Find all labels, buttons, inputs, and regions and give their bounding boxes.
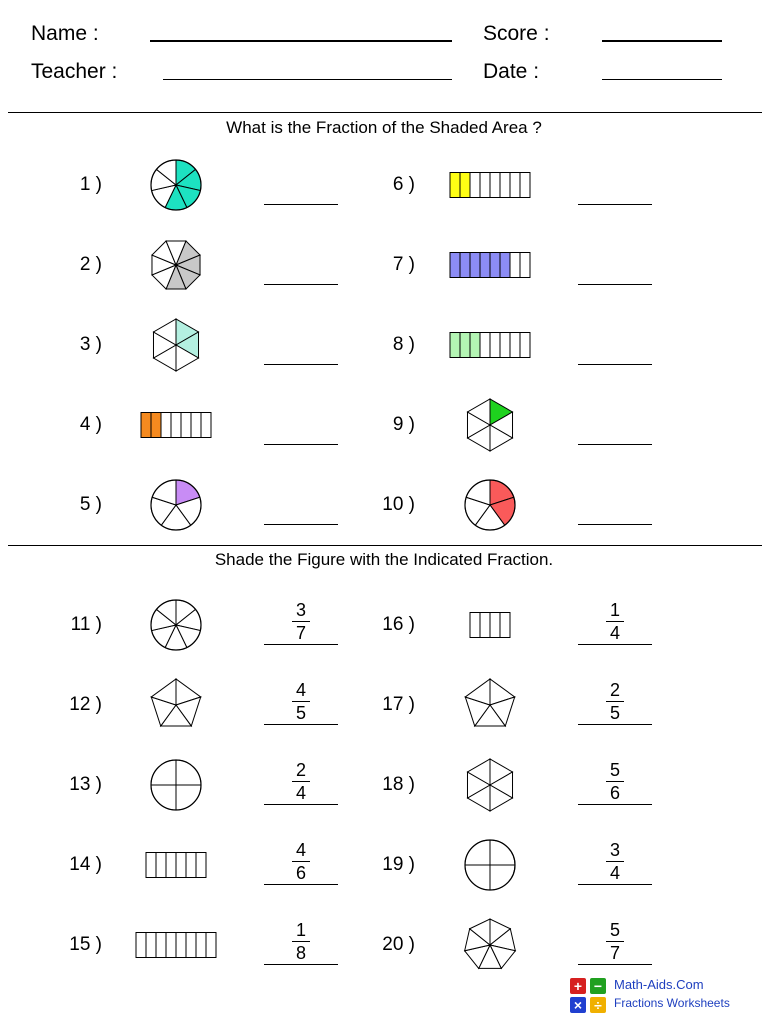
fraction-denominator: 4 bbox=[606, 621, 624, 643]
question-number: 15 ) bbox=[69, 934, 102, 955]
figure-cell bbox=[500, 333, 510, 358]
answer-line bbox=[264, 964, 338, 965]
circle-figure[interactable] bbox=[121, 755, 231, 815]
question-number: 14 ) bbox=[69, 854, 102, 875]
figure-cell bbox=[206, 933, 216, 958]
figure-cell bbox=[480, 173, 490, 198]
target-fraction bbox=[264, 760, 338, 803]
section1-instruction: What is the Fraction of the Shaded Area ? bbox=[226, 118, 542, 137]
answer-line[interactable] bbox=[264, 284, 338, 285]
figure-cell bbox=[186, 933, 196, 958]
fraction-numerator: 5 bbox=[609, 920, 620, 940]
fraction-numerator: 1 bbox=[295, 920, 306, 940]
figure-cell bbox=[490, 613, 500, 638]
answer-line bbox=[264, 724, 338, 725]
figure-cell bbox=[450, 173, 460, 198]
question-number: 10 ) bbox=[382, 494, 415, 515]
section2-instruction: Shade the Figure with the Indicated Fraction. bbox=[214, 550, 554, 569]
figure-cell bbox=[156, 933, 166, 958]
name-line[interactable] bbox=[150, 40, 452, 42]
answer-line bbox=[264, 804, 338, 805]
bar-figure[interactable] bbox=[121, 835, 231, 895]
answer-line bbox=[578, 964, 652, 965]
minus-icon: − bbox=[590, 978, 606, 994]
bar-figure[interactable] bbox=[435, 235, 545, 295]
bar-figure[interactable] bbox=[435, 595, 545, 655]
fraction-denominator: 4 bbox=[292, 781, 310, 803]
date-label: Date : bbox=[483, 60, 540, 83]
figure-cell bbox=[500, 253, 510, 278]
question-number: 17 ) bbox=[382, 694, 415, 715]
target-fraction bbox=[578, 680, 652, 723]
figure-cell bbox=[201, 413, 211, 438]
figure-cell bbox=[510, 333, 520, 358]
target-fraction bbox=[264, 680, 338, 723]
fraction-denominator: 8 bbox=[292, 941, 310, 963]
hexagon-figure[interactable] bbox=[435, 755, 545, 815]
answer-line[interactable] bbox=[264, 204, 338, 205]
fraction-denominator: 4 bbox=[606, 861, 624, 883]
answer-line[interactable] bbox=[264, 364, 338, 365]
bar-figure[interactable] bbox=[435, 315, 545, 375]
answer-line bbox=[264, 884, 338, 885]
bar-figure[interactable] bbox=[121, 915, 231, 975]
question-number: 5 ) bbox=[79, 494, 102, 515]
heptagon-figure[interactable] bbox=[435, 915, 545, 975]
divide-icon: ÷ bbox=[590, 997, 606, 1013]
figure-cell bbox=[520, 173, 530, 198]
pentagon-figure[interactable] bbox=[121, 675, 231, 735]
figure-cell bbox=[510, 173, 520, 198]
fraction-denominator: 6 bbox=[292, 861, 310, 883]
score-label: Score : bbox=[483, 22, 550, 45]
fraction-numerator: 4 bbox=[295, 680, 306, 700]
bar-figure[interactable] bbox=[435, 155, 545, 215]
answer-line[interactable] bbox=[578, 204, 652, 205]
octagon-figure[interactable] bbox=[121, 235, 231, 295]
fraction-numerator: 1 bbox=[609, 600, 620, 620]
fraction-numerator: 4 bbox=[295, 840, 306, 860]
circle-figure[interactable] bbox=[121, 475, 231, 535]
question-number: 19 ) bbox=[382, 854, 415, 875]
figure-cell bbox=[196, 853, 206, 878]
answer-line[interactable] bbox=[578, 444, 652, 445]
figure-cell bbox=[490, 173, 500, 198]
times-icon: × bbox=[570, 997, 586, 1013]
figure-cell bbox=[460, 333, 470, 358]
target-fraction bbox=[264, 920, 338, 963]
answer-line bbox=[578, 804, 652, 805]
fraction-numerator: 2 bbox=[295, 760, 306, 780]
pentagon-figure[interactable] bbox=[435, 675, 545, 735]
score-line[interactable] bbox=[602, 40, 722, 42]
figure-cell bbox=[450, 253, 460, 278]
fraction-denominator: 7 bbox=[606, 941, 624, 963]
figure-cell bbox=[181, 413, 191, 438]
answer-line[interactable] bbox=[264, 444, 338, 445]
divider-middle bbox=[8, 545, 762, 546]
target-fraction bbox=[264, 600, 338, 643]
target-fraction bbox=[264, 840, 338, 883]
name-label: Name : bbox=[31, 22, 99, 45]
fraction-numerator: 5 bbox=[609, 760, 620, 780]
circle-figure[interactable] bbox=[121, 595, 231, 655]
answer-line bbox=[578, 644, 652, 645]
question-number: 18 ) bbox=[382, 774, 415, 795]
fraction-denominator: 7 bbox=[292, 621, 310, 643]
math-aids-logo bbox=[570, 976, 760, 1016]
date-line[interactable] bbox=[602, 79, 722, 80]
figure-cell bbox=[480, 333, 490, 358]
answer-line[interactable] bbox=[578, 364, 652, 365]
question-number: 4 ) bbox=[79, 414, 102, 435]
target-fraction bbox=[578, 760, 652, 803]
fraction-numerator: 3 bbox=[609, 840, 620, 860]
figure-cell bbox=[136, 933, 146, 958]
figure-cell bbox=[450, 333, 460, 358]
fraction-numerator: 3 bbox=[295, 600, 306, 620]
figure-cell bbox=[166, 933, 176, 958]
figure-cell bbox=[176, 933, 186, 958]
figure-cell bbox=[146, 933, 156, 958]
question-number: 8 ) bbox=[392, 334, 415, 355]
answer-line bbox=[578, 724, 652, 725]
figure-cell bbox=[500, 613, 510, 638]
figure-cell bbox=[470, 253, 480, 278]
teacher-line[interactable] bbox=[163, 79, 452, 80]
figure-cell bbox=[156, 853, 166, 878]
figure-cell bbox=[196, 933, 206, 958]
bar-figure[interactable] bbox=[121, 395, 231, 455]
question-number: 9 ) bbox=[392, 414, 415, 435]
figure-cell bbox=[480, 253, 490, 278]
question-number: 12 ) bbox=[69, 694, 102, 715]
question-number: 2 ) bbox=[79, 254, 102, 275]
answer-line[interactable] bbox=[264, 524, 338, 525]
figure-cell bbox=[141, 413, 151, 438]
figure-cell bbox=[186, 853, 196, 878]
divider-top bbox=[8, 112, 762, 113]
fraction-denominator: 5 bbox=[606, 701, 624, 723]
figure-cell bbox=[520, 253, 530, 278]
circle-figure[interactable] bbox=[435, 835, 545, 895]
question-number: 7 ) bbox=[392, 254, 415, 275]
figure-cell bbox=[510, 253, 520, 278]
figure-cell bbox=[520, 333, 530, 358]
figure-cell bbox=[490, 253, 500, 278]
figure-cell bbox=[146, 853, 156, 878]
hexagon-figure[interactable] bbox=[121, 315, 231, 375]
hexagon-figure[interactable] bbox=[435, 395, 545, 455]
figure-cell bbox=[460, 253, 470, 278]
answer-line[interactable] bbox=[578, 524, 652, 525]
figure-cell bbox=[176, 853, 186, 878]
teacher-label: Teacher : bbox=[31, 60, 118, 83]
question-number: 1 ) bbox=[79, 174, 102, 195]
logo-site-name[interactable]: Math-Aids.Com bbox=[614, 977, 704, 992]
fraction-numerator: 2 bbox=[609, 680, 620, 700]
figure-cell bbox=[166, 853, 176, 878]
figure-cell bbox=[470, 173, 480, 198]
answer-line bbox=[264, 644, 338, 645]
figure-cell bbox=[151, 413, 161, 438]
figure-cell bbox=[500, 173, 510, 198]
fraction-denominator: 6 bbox=[606, 781, 624, 803]
fraction-denominator: 5 bbox=[292, 701, 310, 723]
figure-cell bbox=[161, 413, 171, 438]
question-number: 16 ) bbox=[382, 614, 415, 635]
target-fraction bbox=[578, 840, 652, 883]
plus-icon: + bbox=[570, 978, 586, 994]
figure-cell bbox=[171, 413, 181, 438]
answer-line[interactable] bbox=[578, 284, 652, 285]
question-number: 13 ) bbox=[69, 774, 102, 795]
answer-line bbox=[578, 884, 652, 885]
target-fraction bbox=[578, 920, 652, 963]
question-number: 11 ) bbox=[70, 614, 102, 635]
circle-figure[interactable] bbox=[435, 475, 545, 535]
question-number: 3 ) bbox=[79, 334, 102, 355]
question-number: 20 ) bbox=[382, 934, 415, 955]
circle-figure[interactable] bbox=[121, 155, 231, 215]
figure-cell bbox=[470, 613, 480, 638]
question-number: 6 ) bbox=[392, 174, 415, 195]
figure-cell bbox=[460, 173, 470, 198]
figure-cell bbox=[191, 413, 201, 438]
logo-subtitle: Fractions Worksheets bbox=[614, 996, 730, 1010]
target-fraction bbox=[578, 600, 652, 643]
figure-cell bbox=[490, 333, 500, 358]
figure-cell bbox=[480, 613, 490, 638]
figure-cell bbox=[470, 333, 480, 358]
